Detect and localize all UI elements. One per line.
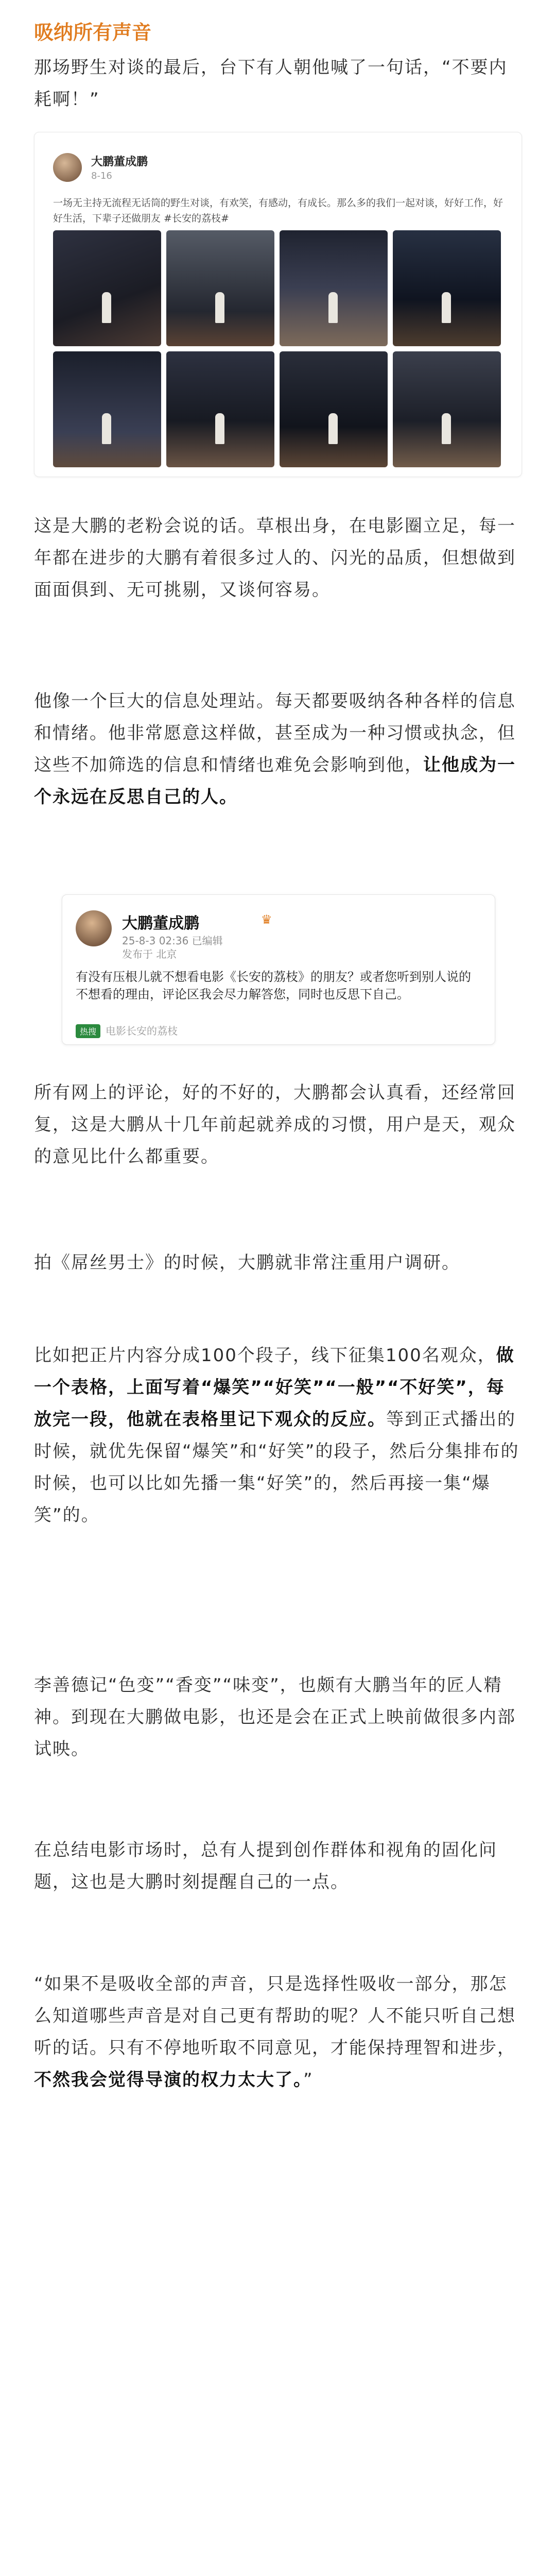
post-meta: 25-8-3 02:36 已编辑 发布于 北京 (122, 935, 223, 960)
photo-grid (53, 230, 501, 467)
quote-emphasis: 不然我会觉得导演的权力太大了。 (34, 2070, 303, 2090)
weibo-post-card[interactable] (34, 132, 522, 477)
grid-photo[interactable] (166, 230, 274, 346)
grid-photo[interactable] (53, 230, 161, 346)
paragraph-6-emphasis: 做一个表格，上面写着“爆笑”“好笑”“一般”“不好笑”，每放完一段，他就在表格里记下观众的反应。 (34, 1345, 515, 1430)
paragraph-5: 拍《屌丝男士》的时候，大鹏就非常注重用户调研。 (34, 1252, 460, 1273)
post-author[interactable]: 大鹏董成鹏 (91, 156, 148, 168)
post-text: 一场无主持无流程无话筒的野生对谈，有欢笑，有感动，有成长。那么多的我们一起对谈，好好工作，好好生活，下辈子还做朋友 #长安的荔枝# (53, 197, 503, 224)
grid-photo[interactable] (280, 351, 388, 467)
grid-photo[interactable] (393, 230, 501, 346)
avatar[interactable] (53, 153, 82, 182)
section-title: 吸纳所有声音 (34, 21, 152, 44)
paragraph-6-tail: 等到正式播出的时候，就优先保留“爆笑”和“好笑”的段子，然后分集排布的时候，也可以比如先播一集“好笑”的，然后再接一集“爆笑”的。 (34, 1409, 519, 1526)
post-footer (76, 1023, 178, 1038)
post-author[interactable]: 大鹏董成鹏 (122, 914, 199, 933)
paragraph-6 (34, 1340, 521, 1531)
avatar[interactable] (76, 910, 112, 946)
quote-text: “如果不是吸收全部的声音，只是选择性吸收一部分，那怎么知道哪些声音是对自己更有帮助的呢？人不能只听自己想听的话。只有不停地听取不同意见，才能保持理智和进步， (34, 1974, 516, 2058)
paragraph-3-emphasis: 让他成为一个永远在反思自己的人。 (34, 755, 516, 807)
hot-badge: 热搜 (76, 1024, 100, 1038)
paragraph-4: 所有网上的评论，好的不好的，大鹏都会认真看，还经常回复，这是大鹏从十几年前起就养成的习惯，用户是天，观众的意见比什么都重要。 (34, 1082, 516, 1167)
post-footer-label[interactable]: 电影长安的荔枝 (106, 1025, 178, 1037)
paragraph-8: 在总结电影市场时，总有人提到创作群体和视角的固化问题，这也是大鹏时刻提醒自己的一点。 (34, 1840, 497, 1892)
paragraph-3-text: 他像一个巨大的信息处理站。每天都要吸纳各种各样的信息和情绪。他非常愿意这样做，甚至成为一种习惯或执念，但这些不加筛选的信息和情绪也难免会影响到他， (34, 691, 516, 775)
paragraph-2: 这是大鹏的老粉会说的话。草根出身，在电影圈立足，每一年都在进步的大鹏有着很多过人的、闪光的品质，但想做到面面俱到、无可挑剔，又谈何容易。 (34, 516, 516, 600)
grid-photo[interactable] (393, 351, 501, 467)
grid-photo[interactable] (280, 230, 388, 346)
grid-photo[interactable] (53, 351, 161, 467)
post-time: 8-16 (91, 171, 112, 181)
paragraph-6-text: 比如把正片内容分成100个段子，线下征集100名观众， (34, 1345, 496, 1366)
paragraph-1: 那场野生对谈的最后，台下有人朝他喊了一句话，“不要内耗啊！” (34, 57, 508, 110)
weibo-quote-card[interactable] (62, 894, 495, 1045)
grid-photo[interactable] (166, 351, 274, 467)
paragraph-9 (34, 1968, 521, 2096)
vip-crown-icon: ♛ (261, 912, 272, 927)
paragraph-7: 李善德记“色变”“香变”“味变”，也颇有大鹏当年的匠人精神。到现在大鹏做电影，也还是会在正式上映前做很多内部试映。 (34, 1675, 516, 1759)
paragraph-3 (34, 685, 521, 813)
post-text: 有没有压根儿就不想看电影《长安的荔枝》的朋友？或者您听到别人说的不想看的理由，评论区我会尽力解答您，同时也反思下自己。 (76, 970, 471, 1002)
quote-close: ” (303, 2070, 314, 2090)
